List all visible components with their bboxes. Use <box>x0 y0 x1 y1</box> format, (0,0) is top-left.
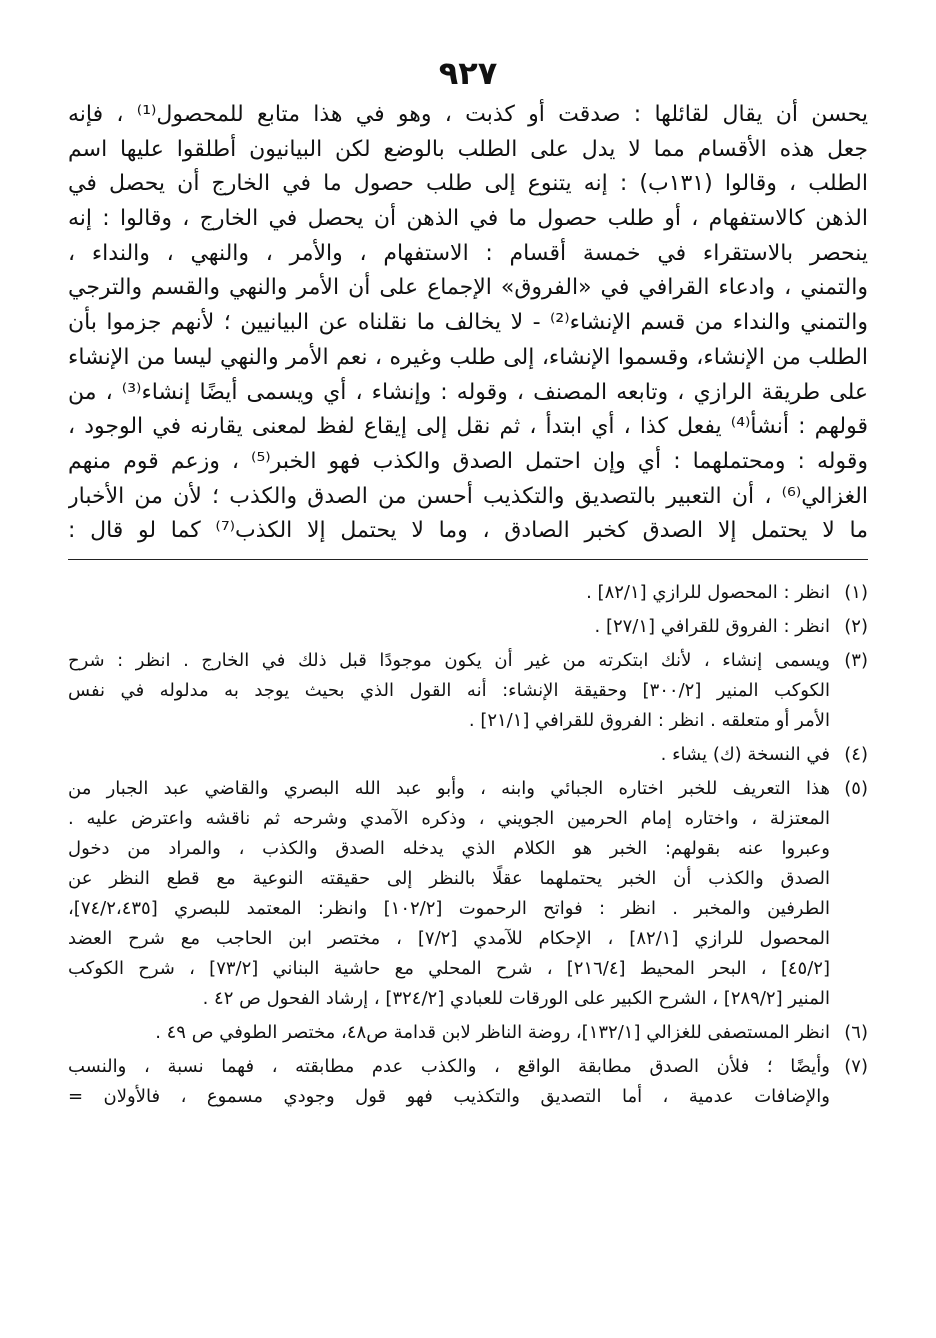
footnote-body <box>68 612 830 642</box>
footnote-number: (٧) <box>844 1055 868 1077</box>
footnote-5 <box>68 774 868 1014</box>
footnote-line: المحصول للرازي [٨٢/١] ، الإحكام للآمدي [٧/٢] ، مختصر ابن الحاجب مع شرح العضد <box>68 927 830 949</box>
main-text-line: الطلب من الإنشاء، وقسموا الإنشاء، إلى طلب وغيره ، نعم الأمر والنهي ليسا من الإنشاء <box>68 344 868 370</box>
footnote-line: [٤٥/٢] ، البحر المحيط [٢١٦/٤] ، شرح المحلي مع حاشية البناني [٧٣/٢] ، شرح الكوكب <box>68 957 830 979</box>
footnote-line: وعبروا عنه بقولهم: الخبر هو الكلام الذي يدخله الصدق والكذب ، والمراد من دخول <box>68 837 830 859</box>
footnote-body <box>68 740 830 770</box>
footnote-line: الطرفين والمخبر . انظر : فواتح الرحموت [١٠٢/٢] وانظر: المعتمد للبصري [٧٤/٢،٤٣٥]، <box>68 897 830 919</box>
main-text-line: ينحصر بالاستقراء في خمسة أقسام : الاستفهام ، والأمر ، والنهي ، والنداء ، <box>68 240 868 266</box>
footnote-7 <box>68 1052 868 1112</box>
footnote-4 <box>68 740 868 770</box>
footnote-body <box>68 1018 830 1048</box>
book-page <box>68 48 868 1116</box>
footnote-body <box>68 1052 830 1112</box>
footnote-2 <box>68 612 868 642</box>
footnote-line: انظر : المحصول للرازي [٨٢/١] . <box>586 581 830 603</box>
footnote-line: انظر المستصفى للغزالي [١٣٢/١]، روضة الناظر لابن قدامة ص٤٨، مختصر الطوفي ص ٤٩ . <box>155 1021 830 1043</box>
footnote-body <box>68 646 830 736</box>
footnote-body <box>68 774 830 1014</box>
footnotes <box>68 578 868 1112</box>
main-text-line: وقوله : ومحتملهما : أي وإن احتمل الصدق والكذب فهو الخبر⁽⁵⁾ ، وزعم قوم منهم <box>68 448 868 474</box>
main-text-line: الغزالي⁽⁶⁾ ، أن التعبير بالتصديق والتكذيب أحسن من الصدق والكذب ؛ لأن من الأخبار <box>68 483 868 509</box>
footnote-body <box>68 578 830 608</box>
main-text-line: على طريقة الرازي ، وتابعه المصنف ، وقوله : وإنشاء ، أي ويسمى أيضًا إنشاء⁽³⁾ ، من <box>68 379 868 405</box>
footnote-line: في النسخة (ك) يشاء . <box>660 743 830 765</box>
footnote-line: وأيضًا ؛ فلأن الصدق مطابقة الواقع ، والكذب عدم مطابقته ، فهما نسبة ، والنسب <box>68 1055 830 1077</box>
footnote-6 <box>68 1018 868 1048</box>
footnote-number: (٥) <box>844 777 868 799</box>
footnote-line: ويسمى إنشاء ، لأنك ابتكرته من غير أن يكون موجودًا قبل ذلك في الخارج . انظر : شرح <box>68 649 830 671</box>
footnote-line: المنير [٢٨٩/٢] ، الشرح الكبير على الورقات للعبادي [٣٢٤/٢] ، إرشاد الفحول ص ٤٢ . <box>202 987 830 1009</box>
footnote-line: انظر : الفروق للقرافي [٢٧/١] . <box>594 615 830 637</box>
footnote-line: الكوكب المنير [٣٠٠/٢] وحقيقة الإنشاء: أنه القول الذي بحيث يوجد به مدلوله في نفس <box>68 679 830 701</box>
footnote-number: (٤) <box>844 743 868 765</box>
main-text-line: ما لا يحتمل إلا الصدق كخبر الصادق ، وما لا يحتمل إلا الكذب⁽⁷⁾ كما لو قال : <box>68 518 868 544</box>
footnote-line: الصدق والكذب أن الخبر يحتملهما عقلًا بالنظر إلى حقيقته النوعية مع قطع النظر عن <box>68 867 830 889</box>
main-text <box>68 98 868 549</box>
main-text-line: والتمني والنداء من قسم الإنشاء⁽²⁾ - لا يخالف ما نقلناه عن البيانيين ؛ لأنهم جزموا بأن <box>68 310 868 336</box>
footnote-number: (٢) <box>844 615 868 637</box>
page-number: ٩٢٧ <box>438 54 498 92</box>
main-text-line: والتمني ، وادعاء القرافي في «الفروق» الإجماع على أن الأمر والنهي والقسم والترجي <box>68 275 868 301</box>
main-text-line: جعل هذه الأقسام مما لا يدل على الطلب بالوضع لكن البيانيون أطلقوا عليها اسم <box>68 136 868 162</box>
main-text-line: يحسن أن يقال لقائلها : صدقت أو كذبت ، وهو في هذا متابع للمحصول⁽¹⁾ ، فإنه <box>68 102 868 127</box>
footnote-line: والإضافات عدمية ، أما التصديق والتكذيب فهو قول وجودي مسموع ، فالأولان = <box>68 1085 830 1107</box>
footnote-3 <box>68 646 868 736</box>
footnote-number: (١) <box>844 581 868 603</box>
main-text-line: الطلب ، وقالوا (١٣١ب) : إنه يتنوع إلى طلب حصول ما في الخارج أن يحصل في <box>68 171 868 197</box>
footnote-divider <box>68 559 868 560</box>
main-text-line: قولهم : أنشأ⁽⁴⁾ يفعل كذا ، أي ابتدأ ، ثم نقل إلى إيقاع لفظ لمعنى يقارنه في الوجود ، <box>68 414 868 440</box>
main-text-line: الذهن كالاستفهام ، أو طلب حصول ما في الذهن أن يحصل في الخارج ، وقالوا : إنه <box>68 206 868 232</box>
footnote-line: الأمر أو متعلقه . انظر : الفروق للقرافي [٢١/١] . <box>468 709 830 731</box>
footnote-line: المعتزلة ، واختاره إمام الحرمين الجويني ، وذكره الآمدي وشرحه ثم ناقشه واعترض عليه . <box>68 807 830 829</box>
footnote-number: (٦) <box>844 1021 868 1043</box>
footnote-number: (٣) <box>844 649 868 671</box>
footnote-line: هذا التعريف للخبر اختاره الجبائي وابنه ، وأبو عبد الله البصري والقاضي عبد الجبار من <box>68 777 830 799</box>
footnote-1 <box>68 578 868 608</box>
